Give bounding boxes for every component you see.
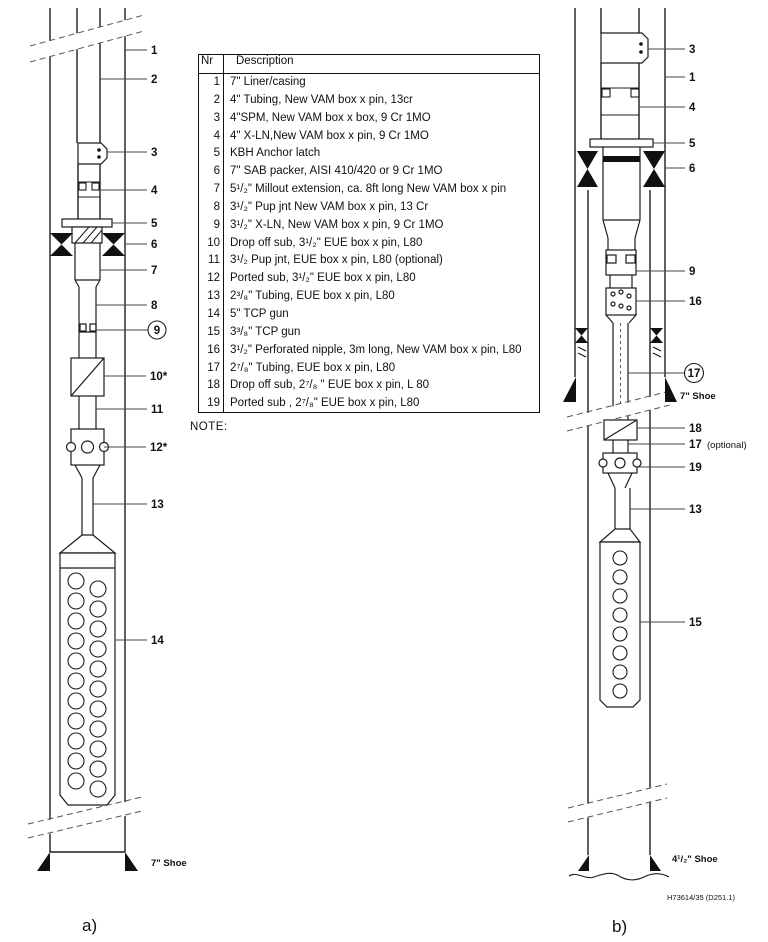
table-row: [199, 145, 539, 163]
callout-label: 17: [687, 368, 701, 380]
row-number: 17: [199, 360, 224, 378]
break-line-bottom-b: [568, 783, 667, 823]
row-description: Drop off sub, 3¹/₂" EUE box x pin, L80: [230, 236, 423, 249]
row-number: 5: [199, 145, 224, 163]
row-number: 16: [199, 342, 224, 360]
lower-string-b: [599, 420, 641, 707]
parts-table-header: [199, 55, 539, 74]
shoe-label-45in-b: 4¹/₂" Shoe: [672, 854, 718, 865]
callout-label: 5: [689, 138, 696, 150]
callout-label: 4: [151, 185, 158, 197]
callout-label: 19: [689, 462, 702, 474]
callout-label: 7: [151, 265, 158, 277]
shoe-label-a: 7" Shoe: [151, 858, 187, 869]
row-number: 13: [199, 288, 224, 306]
table-row: [199, 395, 539, 413]
row-description: Drop off sub, 2⁷/₈ " EUE box x pin, L 80: [230, 379, 430, 392]
callout-label: 6: [151, 239, 158, 251]
table-row: [199, 288, 539, 306]
callout-label: 3: [151, 147, 158, 159]
figure-label-a: a): [82, 916, 98, 935]
table-row: [199, 217, 539, 235]
xln-nipple-icon-b: [601, 88, 639, 115]
callout-label: 14: [151, 635, 164, 647]
diagram-b: [555, 0, 768, 942]
break-line-top-a: [30, 15, 144, 62]
row-description: 3¹/₂" X-LN, New VAM box x pin, 9 Cr 1MO: [230, 218, 444, 231]
table-row: [199, 181, 539, 199]
table-row: [199, 360, 539, 378]
callout-label: 2: [151, 74, 158, 86]
row-number: 10: [199, 235, 224, 253]
parts-table: [198, 54, 540, 413]
spm-icon-b: [601, 33, 648, 63]
table-row: [199, 252, 539, 270]
row-description: 3¹/₂" Pup jnt New VAM box x pin, 13 Cr: [230, 200, 429, 213]
row-number: 7: [199, 181, 224, 199]
ported-sub-icon-a: [67, 429, 109, 465]
spm-icon: [78, 143, 107, 164]
table-row: [199, 110, 539, 128]
callout-label: 5: [151, 218, 158, 230]
table-row: [199, 163, 539, 181]
row-number: 2: [199, 92, 224, 110]
table-row: [199, 270, 539, 288]
anchor-latch-icon-b: [590, 139, 653, 147]
shoe-icon-45in-b: [569, 855, 669, 880]
row-description: 4" X-LN,New VAM box x pin, 9 Cr 1MO: [230, 129, 429, 142]
table-row: [199, 92, 539, 110]
row-number: 19: [199, 395, 224, 413]
row-description: Ported sub , 2⁷/₈" EUE box x pin, L80: [230, 397, 420, 410]
table-row: [199, 74, 539, 92]
callout-labels-a: [150, 45, 168, 647]
row-number: 11: [199, 252, 224, 270]
tubing-string-b: [603, 162, 640, 420]
row-description: 5¹/₂" Millout extension, ca. 8ft long New VAM box x pin: [230, 183, 507, 196]
row-description: 2³/₈" Tubing, EUE box x pin, L80: [230, 290, 395, 303]
callout-label: 6: [689, 163, 696, 175]
xln-nipple-icon-a: [78, 182, 100, 197]
anchor-latch-icon-a: [62, 219, 112, 243]
note-label: NOTE:: [190, 421, 228, 433]
table-row: [199, 342, 539, 360]
row-number: 15: [199, 324, 224, 342]
row-number: 12: [199, 270, 224, 288]
callout-label: 12*: [150, 442, 168, 454]
callout-labels-b: [688, 44, 747, 629]
callout-label: 13: [151, 499, 164, 511]
callout-label: 13: [689, 504, 702, 516]
callout-label: 8: [151, 300, 158, 312]
tubing-string-a: [67, 243, 109, 535]
callout-label: 1: [689, 72, 696, 84]
table-row: [199, 199, 539, 217]
callout-label: 4: [689, 102, 696, 114]
header-description: Description: [236, 55, 294, 67]
document-number: H73614/35 (D251.1): [667, 893, 735, 902]
row-number: 8: [199, 199, 224, 217]
shoe-label-7in-b: 7" Shoe: [680, 391, 716, 402]
table-row: [199, 306, 539, 324]
ported-sub-icon-b: [599, 453, 641, 473]
row-description: Ported sub, 3¹/₂" EUE box x pin, L80: [230, 272, 416, 285]
total-depth-wavy-line: [569, 873, 669, 880]
table-row: [199, 128, 539, 146]
row-number: 1: [199, 74, 224, 92]
perforated-nipple-icon-b: [606, 288, 636, 323]
row-number: 9: [199, 217, 224, 235]
note-block: [190, 421, 253, 433]
drop-off-sub-icon-b: [604, 420, 637, 440]
callout-label: 9: [153, 325, 161, 337]
callout-label: 11: [151, 404, 164, 416]
packer-icon-b: [577, 147, 665, 187]
row-number: 14: [199, 306, 224, 324]
callout-optional-suffix: (optional): [707, 440, 747, 451]
xln-nipple-icon-b2: [606, 250, 636, 275]
row-description: 5" TCP gun: [230, 307, 289, 320]
tcp-gun-icon-a: [60, 535, 115, 805]
figure-label-b: b): [612, 917, 628, 936]
shoe-icon-a: [37, 852, 138, 871]
diagram-a: [0, 0, 190, 942]
table-row: [199, 235, 539, 253]
callout-label: 3: [689, 44, 696, 56]
row-description: 7" Liner/casing: [230, 76, 306, 88]
callout-label: 18: [689, 423, 702, 435]
callout-label: 17: [689, 439, 702, 451]
row-description: 4"SPM, New VAM box x box, 9 Cr 1MO: [230, 111, 431, 124]
tcp-gun-icon-b: [600, 529, 640, 707]
callout-label: 15: [689, 617, 702, 629]
callout-label: 9: [689, 266, 696, 278]
row-number: 3: [199, 110, 224, 128]
row-description: 3¹/₂ Pup jnt, EUE box x pin, L80 (optional): [230, 254, 443, 267]
callout-label: 16: [689, 296, 702, 308]
callout-label: 10*: [150, 371, 168, 383]
row-description: 4" Tubing, New VAM box x pin, 13cr: [230, 93, 413, 106]
header-nr: Nr: [199, 55, 224, 73]
row-number: 4: [199, 128, 224, 146]
row-description: 3¹/₂" Perforated nipple, 3m long, New VAM box x pin, L80: [230, 343, 522, 356]
row-description: 3³/₈" TCP gun: [230, 325, 301, 338]
row-description: 7" SAB packer, AISI 410/420 or 9 Cr 1MO: [230, 165, 443, 178]
table-row: [199, 377, 539, 395]
callout-label: 1: [151, 45, 158, 57]
row-number: 6: [199, 163, 224, 181]
row-number: 18: [199, 377, 224, 395]
drop-off-sub-icon-a: [71, 358, 104, 396]
row-description: 2⁷/₈" Tubing, EUE box x pin, L80: [230, 361, 396, 374]
xln-nipple-icon-a2: [79, 324, 96, 332]
row-description: KBH Anchor latch: [230, 147, 321, 160]
table-row: [199, 324, 539, 342]
